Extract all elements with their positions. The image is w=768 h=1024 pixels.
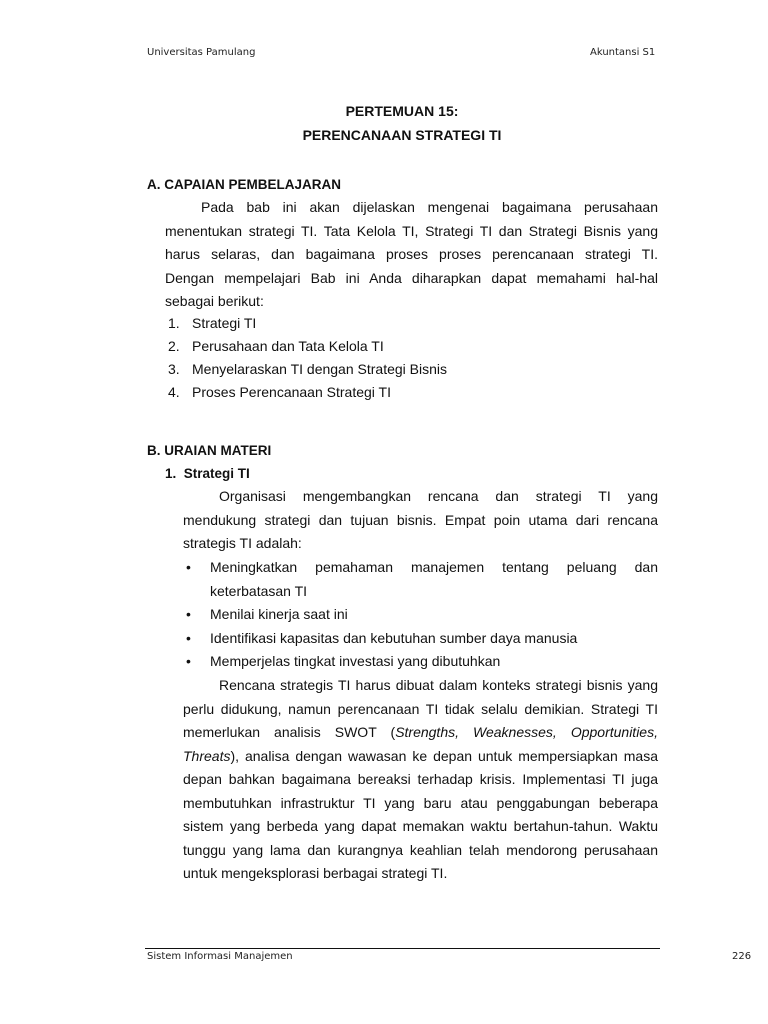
- list-number: 1.: [168, 315, 180, 331]
- bullet-icon: •: [186, 653, 191, 669]
- list-number: 4.: [168, 384, 180, 400]
- bullet-item: [186, 603, 658, 627]
- paragraph-line: perlu didukung, namun perencanaan TI tidak selalu demikian. Strategi TI: [183, 700, 658, 717]
- paragraph-line: depan bahkan bagaimana bereaksi terhadap krisis. Implementasi TI juga: [183, 771, 658, 787]
- strategic-points-list: [186, 556, 658, 674]
- paragraph-line: strategis TI adalah:: [183, 535, 302, 551]
- paragraph-line: untuk mengeksplorasi berbagai strategi TI.: [183, 865, 448, 881]
- bullet-text: Menilai kinerja saat ini: [210, 606, 348, 622]
- paragraph-line: [183, 721, 658, 745]
- subsection-1-paragraph-2: [183, 674, 658, 886]
- list-text: Menyelaraskan TI dengan Strategi Bisnis: [192, 361, 447, 377]
- subsection-1-intro: [183, 485, 658, 556]
- list-text: Perusahaan dan Tata Kelola TI: [192, 338, 384, 354]
- section-b-heading: B. URAIAN MATERI: [147, 443, 272, 458]
- bullet-item: [186, 650, 658, 674]
- paragraph-line: membutuhkan infrastruktur TI yang baru atau penggabungan beberapa: [183, 794, 658, 811]
- bullet-icon: •: [186, 606, 191, 622]
- bullet-item: [186, 627, 658, 651]
- bullet-icon: •: [186, 559, 191, 575]
- paragraph-line: tunggu yang lama dan kurangnya keahlian telah mendorong perusahaan: [183, 841, 658, 858]
- paragraph-line: menentukan strategi TI. Tata Kelola TI, Strategi TI dan Strategi Bisnis yang: [165, 222, 658, 239]
- swot-terms-italic: Strengths, Weaknesses, Opportunities,: [395, 724, 658, 740]
- section-a-paragraph: [165, 196, 658, 314]
- list-number: 3.: [168, 361, 180, 377]
- page-title-topic: PERENCANAAN STRATEGI TI: [302, 127, 502, 143]
- subsection-1-heading: 1. Strategi TI: [165, 466, 250, 481]
- header-program: Akuntansi S1: [590, 47, 656, 58]
- swot-threats-italic: Threats: [183, 747, 231, 764]
- bullet-text: keterbatasan TI: [210, 582, 308, 599]
- page-number: 226: [732, 951, 752, 962]
- bullet-item: [186, 556, 658, 603]
- paragraph-text: memerlukan analisis SWOT (: [183, 724, 396, 740]
- footer-divider: [145, 948, 660, 949]
- page-title-meeting: PERTEMUAN 15:: [345, 103, 459, 119]
- bullet-text: Memperjelas tingkat investasi yang dibutuhkan: [210, 653, 501, 669]
- header-institution: Universitas Pamulang: [147, 47, 256, 58]
- list-text: Proses Perencanaan Strategi TI: [192, 384, 391, 400]
- paragraph-line: sebagai berikut:: [165, 293, 264, 309]
- paragraph-line: Pada bab ini akan dijelaskan mengenai bagaimana perusahaan: [201, 199, 658, 215]
- paragraph-text: ), analisa dengan wawasan ke depan untuk mempersiapkan masa: [230, 747, 658, 764]
- paragraph-line: sistem yang berbeda yang dapat memakan waktu bertahun-tahun. Waktu: [183, 818, 658, 834]
- bullet-text: Meningkatkan pemahaman manajemen tentang peluang dan: [210, 559, 658, 575]
- paragraph-line: Rencana strategis TI harus dibuat dalam konteks strategi bisnis yang: [219, 677, 658, 693]
- paragraph-line: Dengan mempelajari Bab ini Anda diharapkan dapat memahami hal-hal: [165, 269, 658, 286]
- bullet-icon: •: [186, 629, 191, 646]
- list-number: 2.: [168, 338, 180, 354]
- paragraph-line: Organisasi mengembangkan rencana dan strategi TI yang: [219, 488, 658, 504]
- paragraph-line: mendukung strategi dan tujuan bisnis. Empat poin utama dari rencana: [183, 511, 658, 528]
- list-text: Strategi TI: [192, 315, 257, 331]
- paragraph-line: harus selaras, dan bagaimana proses proses perencanaan strategi TI.: [165, 246, 658, 262]
- bullet-text: Identifikasi kapasitas dan kebutuhan sumber daya manusia: [210, 629, 578, 646]
- section-a-heading: A. CAPAIAN PEMBELAJARAN: [147, 177, 342, 192]
- paragraph-line: [183, 745, 658, 769]
- footer-course-name: Sistem Informasi Manajemen: [147, 951, 293, 962]
